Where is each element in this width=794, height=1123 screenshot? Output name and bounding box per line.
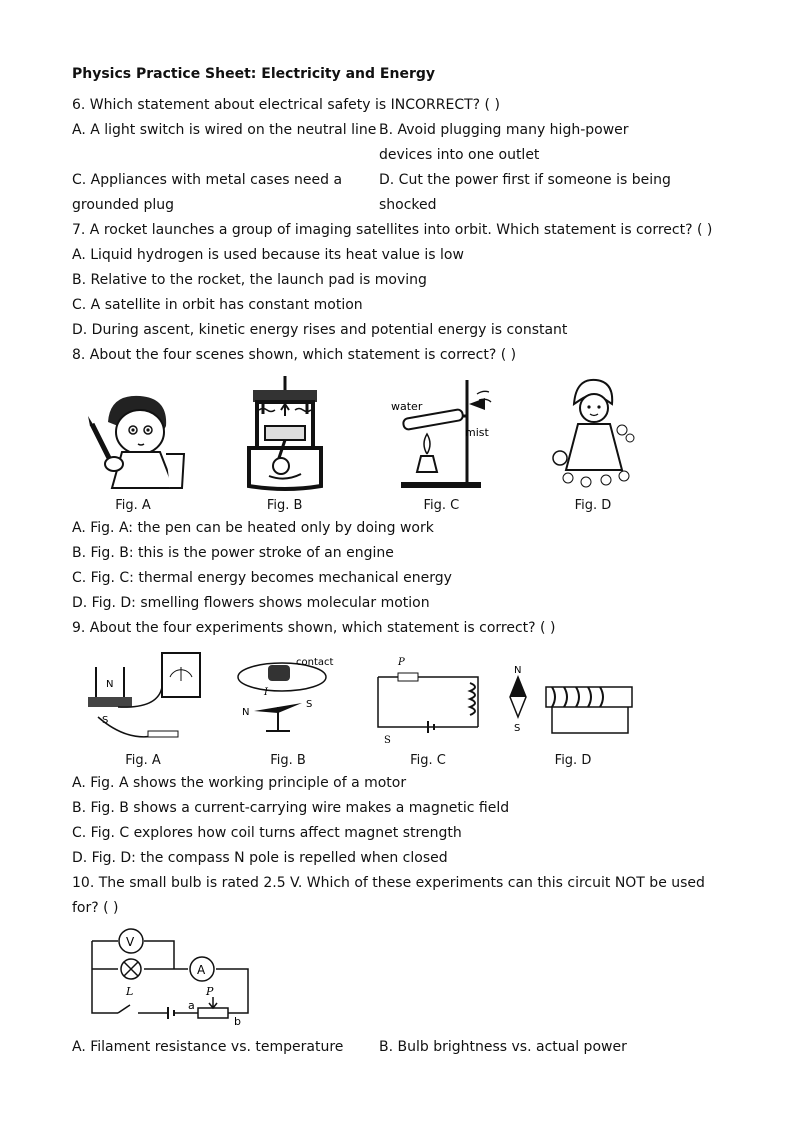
slider-p-label: P — [398, 657, 405, 668]
q9-option-a[interactable]: A. Fig. A shows the working principle of a motor — [72, 775, 407, 791]
q10-option-a[interactable]: A. Filament resistance vs. temperature — [72, 1039, 344, 1055]
oersted-experiment-icon — [228, 647, 348, 747]
current-i-label: I — [264, 687, 268, 698]
question-8-stem: 8. About the four scenes shown, which statement is correct? ( ) — [72, 347, 517, 363]
q9-figure-b — [228, 647, 348, 769]
switch-s-label: S — [384, 735, 391, 746]
q8-figure-d — [548, 374, 638, 514]
question-6-stem: 6. Which statement about electrical safety is INCORRECT? ( ) — [72, 97, 500, 113]
q8-option-a[interactable]: A. Fig. A: the pen can be heated only by doing work — [72, 520, 434, 536]
q8-option-b[interactable]: B. Fig. B: this is the power stroke of an engine — [72, 545, 394, 561]
bulb-l-label: L — [126, 985, 134, 998]
q9-figure-a — [78, 647, 208, 769]
q9-option-b[interactable]: B. Fig. B shows a current-carrying wire makes a magnetic field — [72, 800, 510, 816]
q8-caption-c: Fig. C — [423, 498, 460, 513]
q8-figure-b — [235, 374, 335, 514]
magnet-n-label: N — [106, 679, 114, 690]
magnet-s-label: S — [102, 715, 109, 726]
voltmeter-label: V — [126, 935, 135, 949]
mist-label: mist — [465, 426, 490, 439]
ammeter-label: A — [197, 963, 206, 977]
q9-figure-c — [368, 647, 488, 769]
contact-label: contact — [296, 657, 334, 668]
q8-option-d[interactable]: D. Fig. D: smelling flowers shows molecular motion — [72, 595, 430, 611]
compass-s-label: S — [514, 723, 521, 734]
q8-option-c[interactable]: C. Fig. C: thermal energy becomes mechanical energy — [72, 570, 452, 586]
q9-caption-b: Fig. B — [270, 753, 306, 768]
induction-experiment-icon — [78, 647, 208, 747]
engine-cylinder-icon — [235, 374, 335, 492]
q10-circuit — [78, 927, 722, 1031]
bulb-circuit-icon — [78, 927, 268, 1027]
q7-option-d[interactable]: D. During ascent, kinetic energy rises and potential energy is constant — [72, 322, 568, 338]
q6-option-d[interactable]: D. Cut the power first if someone is being shocked — [379, 172, 671, 213]
q8-figure-a — [78, 382, 188, 514]
q7-option-b[interactable]: B. Relative to the rocket, the launch pad is moving — [72, 272, 427, 288]
needle-s-label: S — [306, 699, 313, 710]
compass-n-label: N — [514, 665, 522, 676]
question-9-stem: 9. About the four experiments shown, which statement is correct? ( ) — [72, 620, 556, 636]
water-label: water — [391, 400, 423, 413]
needle-n-label: N — [242, 707, 250, 718]
solenoid-compass-icon — [508, 647, 638, 747]
page-title: Physics Practice Sheet: Electricity and Energy — [72, 66, 435, 82]
q8-caption-a: Fig. A — [115, 498, 151, 513]
terminal-b-label: b — [234, 1015, 241, 1027]
q9-caption-a: Fig. A — [125, 753, 161, 768]
q6-option-a[interactable]: A. A light switch is wired on the neutral line — [72, 122, 377, 138]
question-7-stem: 7. A rocket launches a group of imaging satellites into orbit. Which statement is correct? ( ) — [72, 222, 713, 238]
exam-page — [72, 62, 722, 1060]
q6-option-b[interactable]: B. Avoid plugging many high-power devices into one outlet — [379, 122, 629, 163]
q7-option-a[interactable]: A. Liquid hydrogen is used because its heat value is low — [72, 247, 464, 263]
q9-option-c[interactable]: C. Fig. C explores how coil turns affect magnet strength — [72, 825, 462, 841]
q8-figure-c — [381, 374, 501, 514]
q7-option-c[interactable]: C. A satellite in orbit has constant motion — [72, 297, 363, 313]
q9-figures — [78, 647, 638, 769]
q8-caption-d: Fig. D — [574, 498, 612, 513]
q9-option-d[interactable]: D. Fig. D: the compass N pole is repelled when closed — [72, 850, 448, 866]
q9-caption-d: Fig. D — [554, 753, 592, 768]
q9-caption-c: Fig. C — [410, 753, 446, 768]
terminal-a-label: a — [188, 999, 195, 1012]
test-tube-stand-icon — [381, 374, 501, 492]
boy-holding-pen-icon — [78, 382, 188, 492]
slider-p-label-q10: P — [206, 985, 214, 998]
q6-option-c[interactable]: C. Appliances with metal cases need a grounded plug — [72, 172, 343, 213]
question-10-stem: 10. The small bulb is rated 2.5 V. Which of these experiments can this circuit NOT be used for? ( ) — [72, 875, 705, 916]
q10-option-b[interactable]: B. Bulb brightness vs. actual power — [379, 1039, 627, 1055]
girl-with-flowers-icon — [548, 374, 638, 492]
q8-figures — [78, 374, 638, 514]
q8-caption-b: Fig. B — [266, 498, 303, 513]
electromagnet-circuit-icon — [368, 647, 488, 747]
q9-figure-d — [508, 647, 638, 769]
